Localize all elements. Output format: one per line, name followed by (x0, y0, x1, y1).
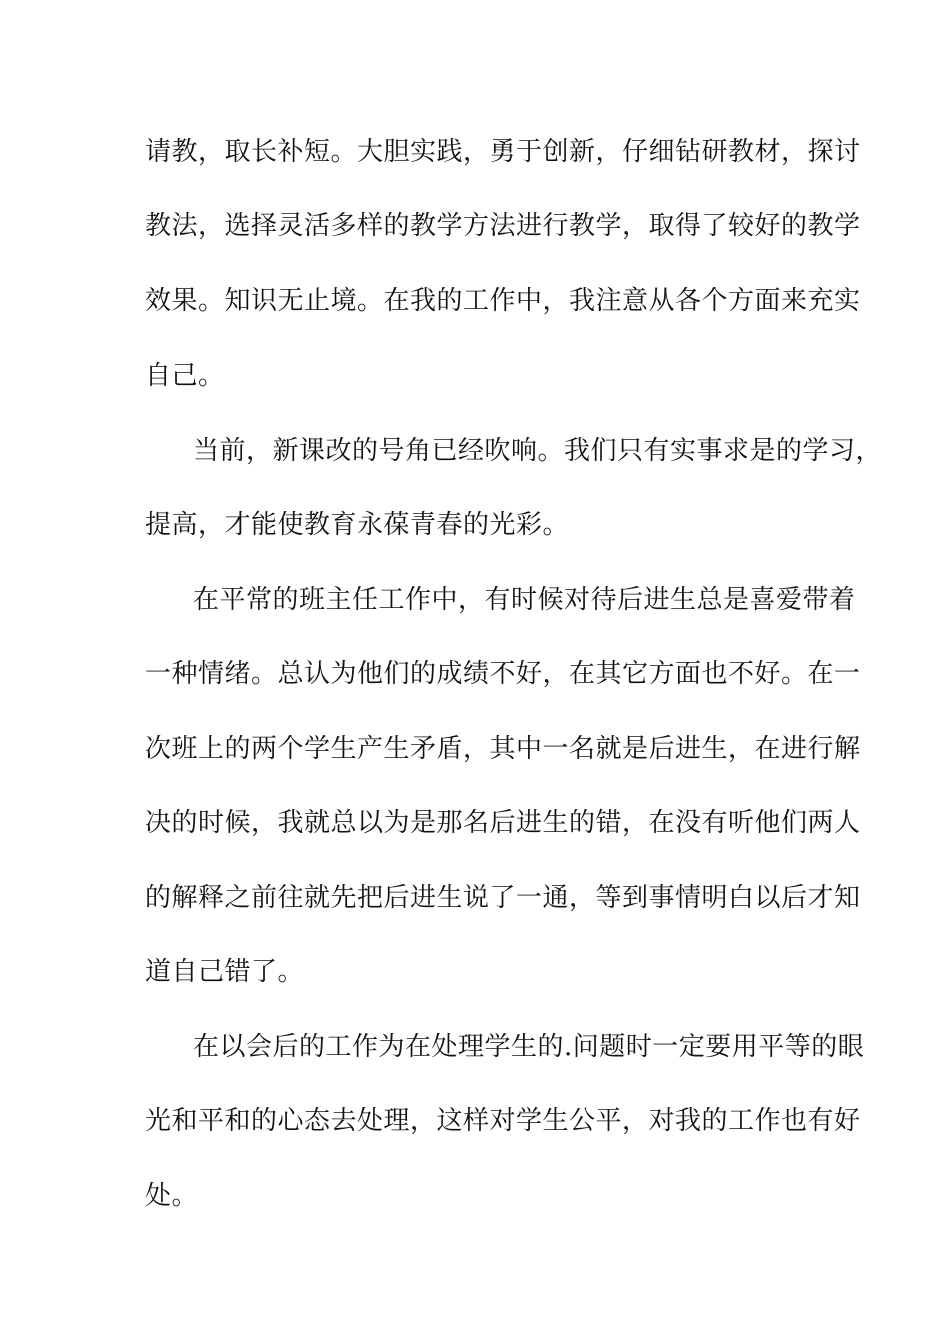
paragraph-first-line: 当前，新课改的号角已经吹响。我们只有实事求是的学习， (193, 436, 883, 466)
text-line: 决的时候，我就总以为是那名后进生的错，在没有听他们两人 (145, 808, 861, 838)
text-line: 光和平和的心态去处理，这样对学生公平，对我的工作也有好 (145, 1106, 861, 1136)
paragraph-first-line: 在以会后的工作为在处理学生的.问题时一定要用平等的眼 (193, 1032, 865, 1062)
text-line: 次班上的两个学生产生矛盾，其中一名就是后进生，在进行解 (145, 734, 861, 764)
text-line: 道自己错了。 (145, 957, 305, 987)
text-line: 处。 (145, 1181, 199, 1211)
text-line: 一种情绪。总认为他们的成绩不好，在其它方面也不好。在一 (145, 659, 861, 689)
text-line: 自己。 (145, 361, 225, 391)
text-line: 效果。知识无止境。在我的工作中，我注意从各个方面来充实 (145, 286, 861, 316)
text-line: 提高，才能使教育永葆青春的光彩。 (145, 510, 570, 540)
text-line: 请教，取长补短。大胆实践，勇于创新，仔细钻研教材，探讨 (145, 137, 861, 167)
paragraph-first-line: 在平常的班主任工作中，有时候对待后进生总是喜爱带着 (193, 585, 856, 615)
text-line: 教法，选择灵活多样的教学方法进行教学，取得了较好的教学 (145, 211, 861, 241)
text-line: 的解释之前往就先把后进生说了一通，等到事情明白以后才知 (145, 883, 861, 913)
